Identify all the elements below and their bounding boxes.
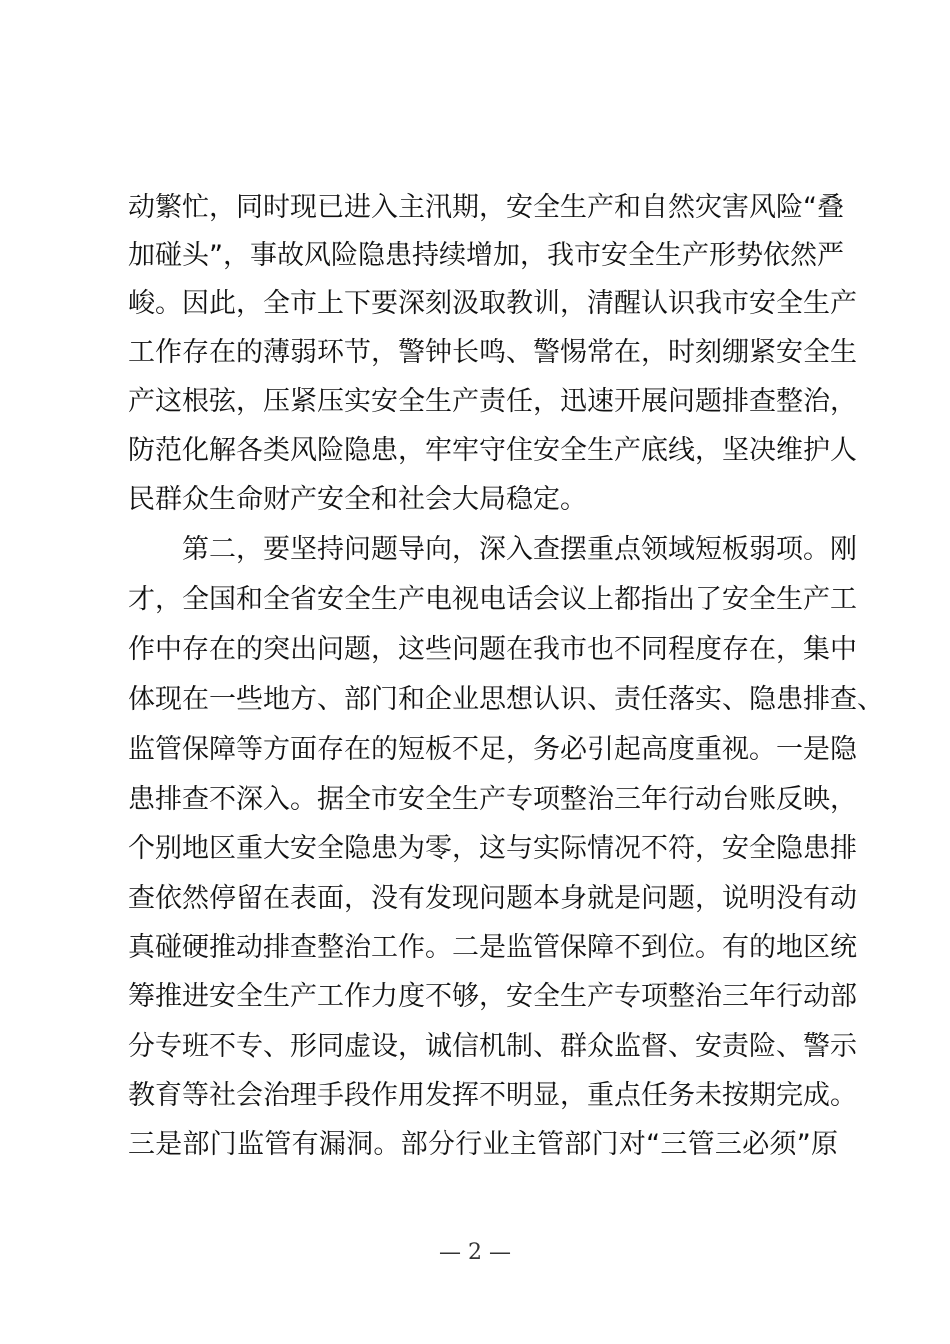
page-number: — 2 —: [439, 1240, 511, 1265]
text-line: 民群众生命财产安全和社会大局稳定。: [128, 484, 587, 515]
text-line: 第二，要坚持问题导向，深入查摆重点领域短板弱项。刚: [182, 534, 857, 565]
text-line: 加碰头”，事故风险隐患持续增加，我市安全生产形势依然严: [128, 240, 844, 271]
text-line: 防范化解各类风险隐患，牢牢守住安全生产底线，坚决维护人: [128, 435, 857, 466]
text-line: 作中存在的突出问题，这些问题在我市也不同程度存在，集中: [128, 634, 857, 665]
text-line: 三是部门监管有漏洞。部分行业主管部门对“三管三必须”原: [128, 1129, 838, 1160]
text-line: 动繁忙，同时现已进入主汛期，安全生产和自然灾害风险“叠: [128, 192, 844, 223]
text-line: 分专班不专、形同虚设，诚信机制、群众监督、安责险、警示: [128, 1031, 857, 1062]
text-line: 个别地区重大安全隐患为零，这与实际情况不符，安全隐患排: [128, 833, 857, 864]
text-line: 监管保障等方面存在的短板不足，务必引起高度重视。一是隐: [128, 734, 857, 765]
text-line: 峻。因此，全市上下要深刻汲取教训，清醒认识我市安全生产: [128, 288, 857, 319]
text-line: 查依然停留在表面，没有发现问题本身就是问题，说明没有动: [128, 883, 857, 914]
text-line: 患排查不深入。据全市安全生产专项整治三年行动台账反映，: [128, 784, 857, 815]
text-line: 工作存在的薄弱环节，警钟长鸣、警惕常在，时刻绷紧安全生: [128, 337, 857, 368]
text-line: 体现在一些地方、部门和企业思想认识、责任落实、隐患排查、: [128, 684, 884, 715]
text-line: 筹推进安全生产工作力度不够，安全生产专项整治三年行动部: [128, 981, 857, 1012]
text-line: 才，全国和全省安全生产电视电话会议上都指出了安全生产工: [128, 584, 857, 615]
text-line: 真碰硬推动排查整治工作。二是监管保障不到位。有的地区统: [128, 932, 857, 963]
text-line: 产这根弦，压紧压实安全生产责任，迅速开展问题排查整治，: [128, 386, 857, 417]
text-line: 教育等社会治理手段作用发挥不明显，重点任务未按期完成。: [128, 1080, 857, 1111]
